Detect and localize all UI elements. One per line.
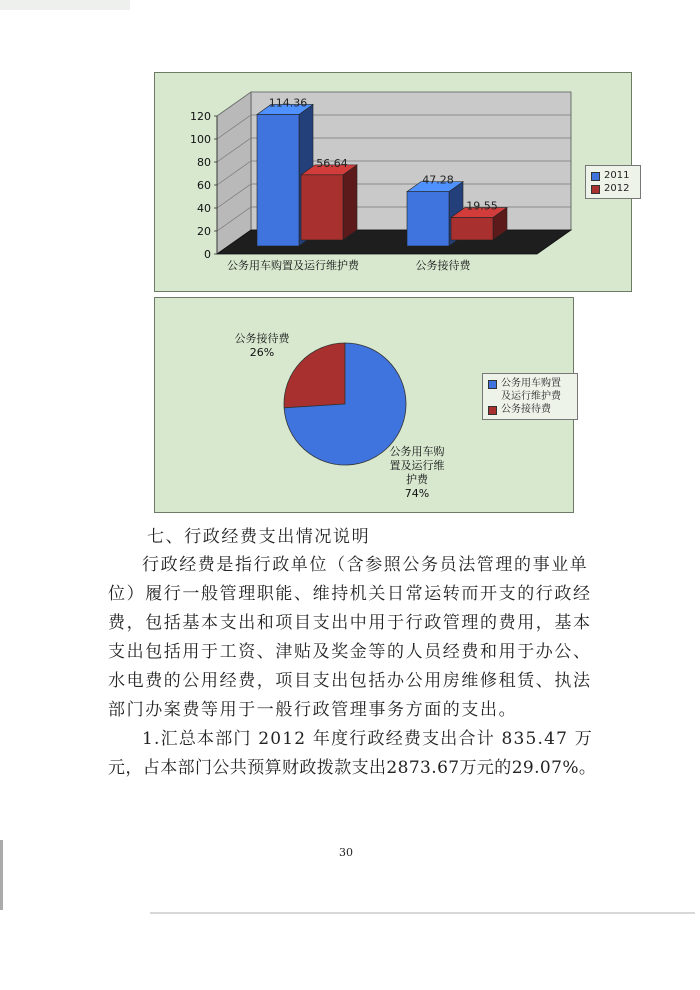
- y-tick-label: 100: [190, 133, 211, 146]
- bar-front-face: [451, 218, 493, 240]
- pie-chart-legend: [482, 373, 578, 420]
- pie-label-vehicle-percent: 74%: [404, 487, 430, 500]
- y-tick-label: 60: [197, 179, 211, 192]
- pie-legend-item-reception: [488, 403, 572, 416]
- pie-chart: [154, 297, 574, 513]
- scan-edge: [0, 0, 130, 10]
- bar-front-face: [257, 114, 299, 246]
- legend-label-2011: 2011: [604, 170, 630, 181]
- pie-label-reception: [217, 332, 307, 360]
- bar-data-label: 114.36: [268, 96, 308, 110]
- paragraph-line: 支出包括用于工资、津贴及奖金等的人员经费和用于办公、: [108, 642, 592, 662]
- pie-label-vehicle-line-2: 置及运行维: [389, 459, 445, 472]
- x-category-label: 公务接待费: [415, 259, 471, 272]
- paragraph-administrative-expenses: [108, 551, 600, 725]
- y-tick-label: 80: [197, 156, 211, 169]
- bar-front-face: [407, 192, 449, 246]
- x-category-label: 公务用车购置及运行维护费: [227, 259, 359, 272]
- bar-chart-legend: [585, 165, 641, 199]
- pie-legend-item-vehicle: [488, 377, 572, 403]
- paragraph-line: 部门办案费等用于一般行政管理事务方面的支出。: [108, 700, 518, 720]
- bar-data-label: 47.28: [422, 173, 454, 187]
- pie-legend-label-vehicle-line-2: 及运行维护费: [501, 391, 561, 402]
- paragraph-line: 位）履行一般管理职能、维持机关日常运转而开支的行政经: [108, 584, 592, 604]
- bar-front-face: [301, 175, 343, 240]
- paragraph-line: 元，占本部门公共预算财政拨款支出2873.67万元的29.07%。: [108, 758, 597, 778]
- pie-legend-label-vehicle-line-1: 公务用车购置: [501, 378, 561, 389]
- pie-legend-label-reception: 公务接待费: [501, 404, 551, 415]
- legend-item-2012: [591, 182, 635, 195]
- legend-swatch-2012: [591, 185, 600, 194]
- legend-label-2012: 2012: [604, 183, 630, 194]
- pie-label-reception-line: 公务接待费: [234, 332, 290, 345]
- legend-item-2011: [591, 169, 635, 182]
- bar-chart-canvas: [155, 73, 631, 291]
- scan-edge-left: [0, 840, 3, 910]
- bar-side-face: [343, 165, 357, 240]
- bar-chart: [154, 72, 632, 292]
- bar-data-label: 19.55: [466, 199, 498, 213]
- y-tick-label: 120: [190, 110, 211, 123]
- bar-2012-0: [301, 165, 357, 240]
- pie-legend-swatch-reception: [488, 406, 497, 415]
- pie-label-vehicle-line-1: 公务用车购: [389, 445, 445, 458]
- footer-divider: [150, 912, 695, 914]
- pie-label-reception-percent: 26%: [249, 346, 275, 359]
- pie-label-vehicle-line-3: 护费: [406, 473, 428, 486]
- y-tick-label: 0: [204, 248, 211, 261]
- bar-data-label: 56.64: [316, 156, 348, 170]
- pie-legend-swatch-vehicle: [488, 380, 497, 389]
- y-tick-label: 40: [197, 202, 211, 215]
- paragraph-line: 费，包括基本支出和项目支出中用于行政管理的费用，基本: [108, 613, 592, 633]
- page-number: 30: [339, 846, 353, 859]
- y-tick-label: 20: [197, 225, 211, 238]
- paragraph-line: 1.汇总本部门 2012 年度行政经费支出合计 835.47 万: [142, 729, 593, 749]
- legend-swatch-2011: [591, 172, 600, 181]
- paragraph-line: 行政经费是指行政单位（含参照公务员法管理的事业单: [142, 555, 589, 575]
- pie-legend-label-vehicle: [501, 377, 561, 403]
- paragraph-summary: [108, 725, 600, 783]
- pie-label-vehicle: [377, 445, 457, 501]
- section-heading: 七、行政经费支出情况说明: [147, 527, 371, 547]
- paragraph-line: 水电费的公用经费，项目支出包括办公用房维修租赁、执法: [108, 671, 592, 691]
